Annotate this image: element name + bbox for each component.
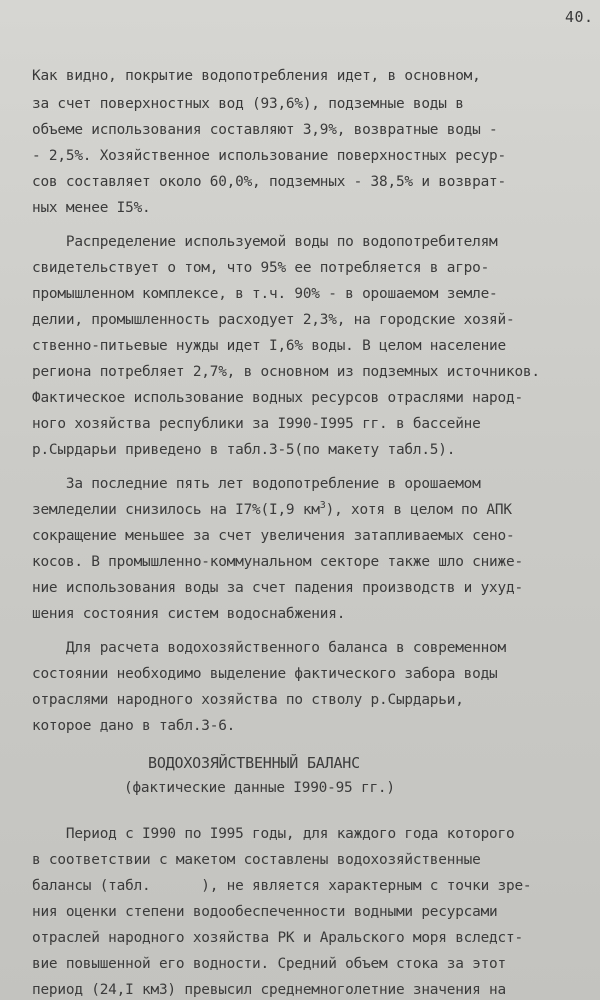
text-line [32, 502, 512, 518]
text-line: сокращение меньшее за счет увеличения затапливаемых сено- [32, 528, 515, 544]
text-line: которое дано в табл.3-6. [32, 718, 236, 734]
text-line: ного хозяйства республики за I990-I995 гг. в бассейне [32, 416, 481, 432]
text-line: свидетельствует о том, что 95% ее потребляется в агро- [32, 260, 490, 276]
text-line: период (24,I км3) превысил среднемноголетние значения на [32, 982, 506, 998]
text-line: Фактическое использование водных ресурсов отраслями народ- [32, 390, 523, 406]
text-line: Как видно, покрытие водопотребления идет, в основном, [32, 68, 481, 84]
text-line: За последние пять лет водопотребление в орошаемом [32, 476, 481, 492]
text-line: объеме использования составляют 3,9%, возвратные воды - [32, 122, 498, 138]
text-line: сов составляет около 60,0%, подземных - 38,5% и возврат- [32, 174, 506, 190]
text-line: за счет поверхностных вод (93,6%), подземные воды в [32, 96, 464, 112]
page-number: 40. [565, 8, 594, 26]
text-line: р.Сырдарьи приведено в табл.3-5(по макету табл.5). [32, 442, 456, 458]
text-line: состоянии необходимо выделение фактического забора воды [32, 666, 498, 682]
section-heading: ВОДОХОЗЯЙСТВЕННЫЙ БАЛАНС [148, 754, 360, 772]
text-line: делии, промышленность расходует 2,3%, на городские хозяй- [32, 312, 515, 328]
text-line: отраслей народного хозяйства РК и Аральского моря вследст- [32, 930, 523, 946]
text-line: Распределение используемой воды по водопотребителям [32, 234, 498, 250]
text-segment: ), хотя в целом по АПК [325, 502, 512, 518]
section-subheading: (фактические данные I990-95 гг.) [124, 780, 395, 796]
text-line: отраслями народного хозяйства по стволу р.Сырдарьи, [32, 692, 464, 708]
text-line: ния оценки степени водообеспеченности водными ресурсами [32, 904, 498, 920]
text-line: региона потребляет 2,7%, в основном из подземных источников. [32, 364, 540, 380]
text-line: балансы (табл. ), не является характерным с точки зре- [32, 878, 532, 894]
text-line: шения состояния систем водоснабжения. [32, 606, 346, 622]
text-line: ных менее I5%. [32, 200, 151, 216]
superscript: 3 [319, 500, 326, 511]
text-line: промышленном комплексе, в т.ч. 90% - в орошаемом земле- [32, 286, 498, 302]
text-line: Период с I990 по I995 годы, для каждого года которого [32, 826, 515, 842]
text-line: косов. В промышленно-коммунальном секторе также шло сниже- [32, 554, 523, 570]
text-line: вие повышенной его водности. Средний объем стока за этот [32, 956, 506, 972]
text-segment: земледелии снизилось на I7%(I,9 км [32, 502, 320, 518]
text-line: ние использования воды за счет падения производств и ухуд- [32, 580, 523, 596]
text-line: в соответствии с макетом составлены водохозяйственные [32, 852, 481, 868]
text-line: Для расчета водохозяйственного баланса в современном [32, 640, 506, 656]
text-line: - 2,5%. Хозяйственное использование поверхностных ресур- [32, 148, 506, 164]
text-line: ственно-питьевые нужды идет I,6% воды. В целом население [32, 338, 506, 354]
